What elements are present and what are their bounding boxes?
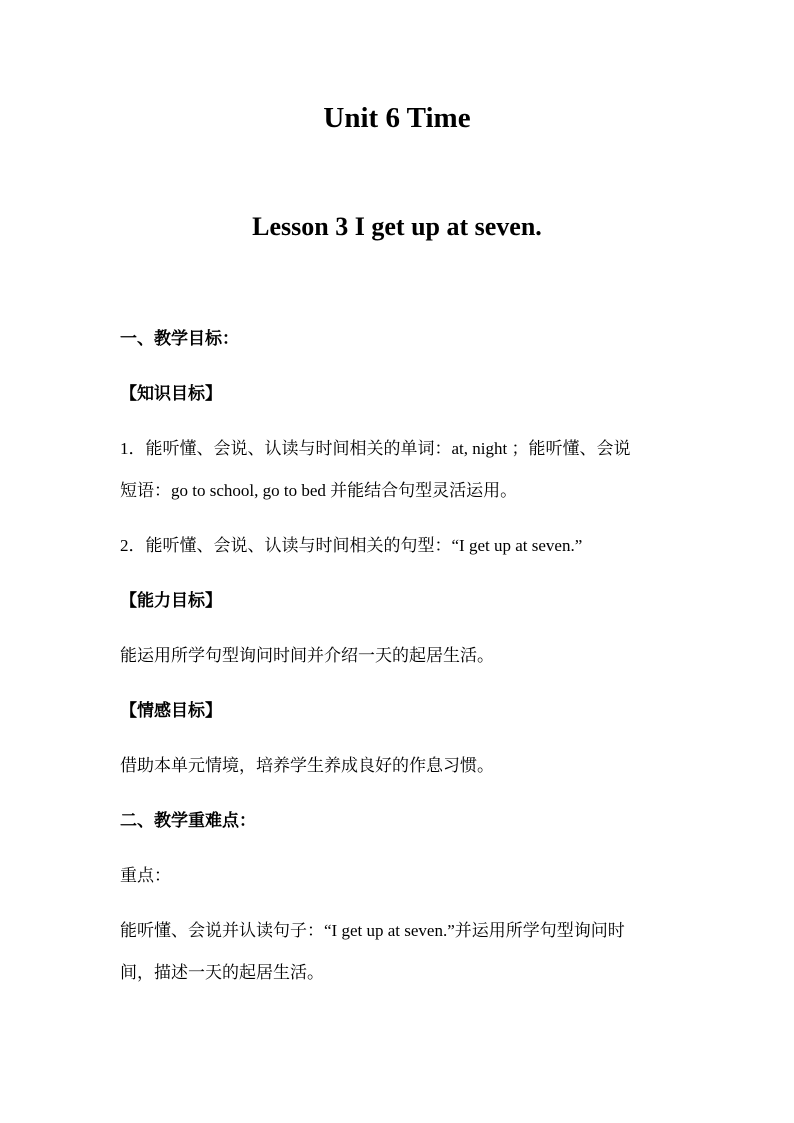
lesson-title: Lesson 3 I get up at seven. bbox=[252, 212, 542, 241]
knowledge-item-2: 2．能听懂、会说、认读与时间相关的句型：“I get up at seven.” bbox=[120, 536, 583, 555]
emotion-text: 借助本单元情境，培养学生养成良好的作息习惯。 bbox=[120, 756, 494, 775]
key-point-line-2: 间，描述一天的起居生活。 bbox=[120, 963, 324, 982]
key-point-label: 重点： bbox=[120, 866, 171, 885]
section-heading-objectives: 一、教学目标： bbox=[120, 329, 239, 349]
subheading-ability: 【能力目标】 bbox=[120, 591, 222, 611]
subheading-knowledge: 【知识目标】 bbox=[120, 384, 222, 404]
key-point-line-1: 能听懂、会说并认读句子：“I get up at seven.”并运用所学句型询问时 bbox=[120, 921, 625, 940]
section-heading-key-points: 二、教学重难点： bbox=[120, 811, 256, 831]
knowledge-item-1-line-2: 短语：go to school, go to bed 并能结合句型灵活运用。 bbox=[120, 481, 518, 500]
subheading-emotion: 【情感目标】 bbox=[120, 701, 222, 721]
ability-text: 能运用所学句型询问时间并介绍一天的起居生活。 bbox=[120, 646, 494, 665]
unit-title: Unit 6 Time bbox=[323, 102, 471, 134]
knowledge-item-1-line-1: 1．能听懂、会说、认读与时间相关的单词：at, night ；能听懂、会说 bbox=[120, 439, 631, 458]
